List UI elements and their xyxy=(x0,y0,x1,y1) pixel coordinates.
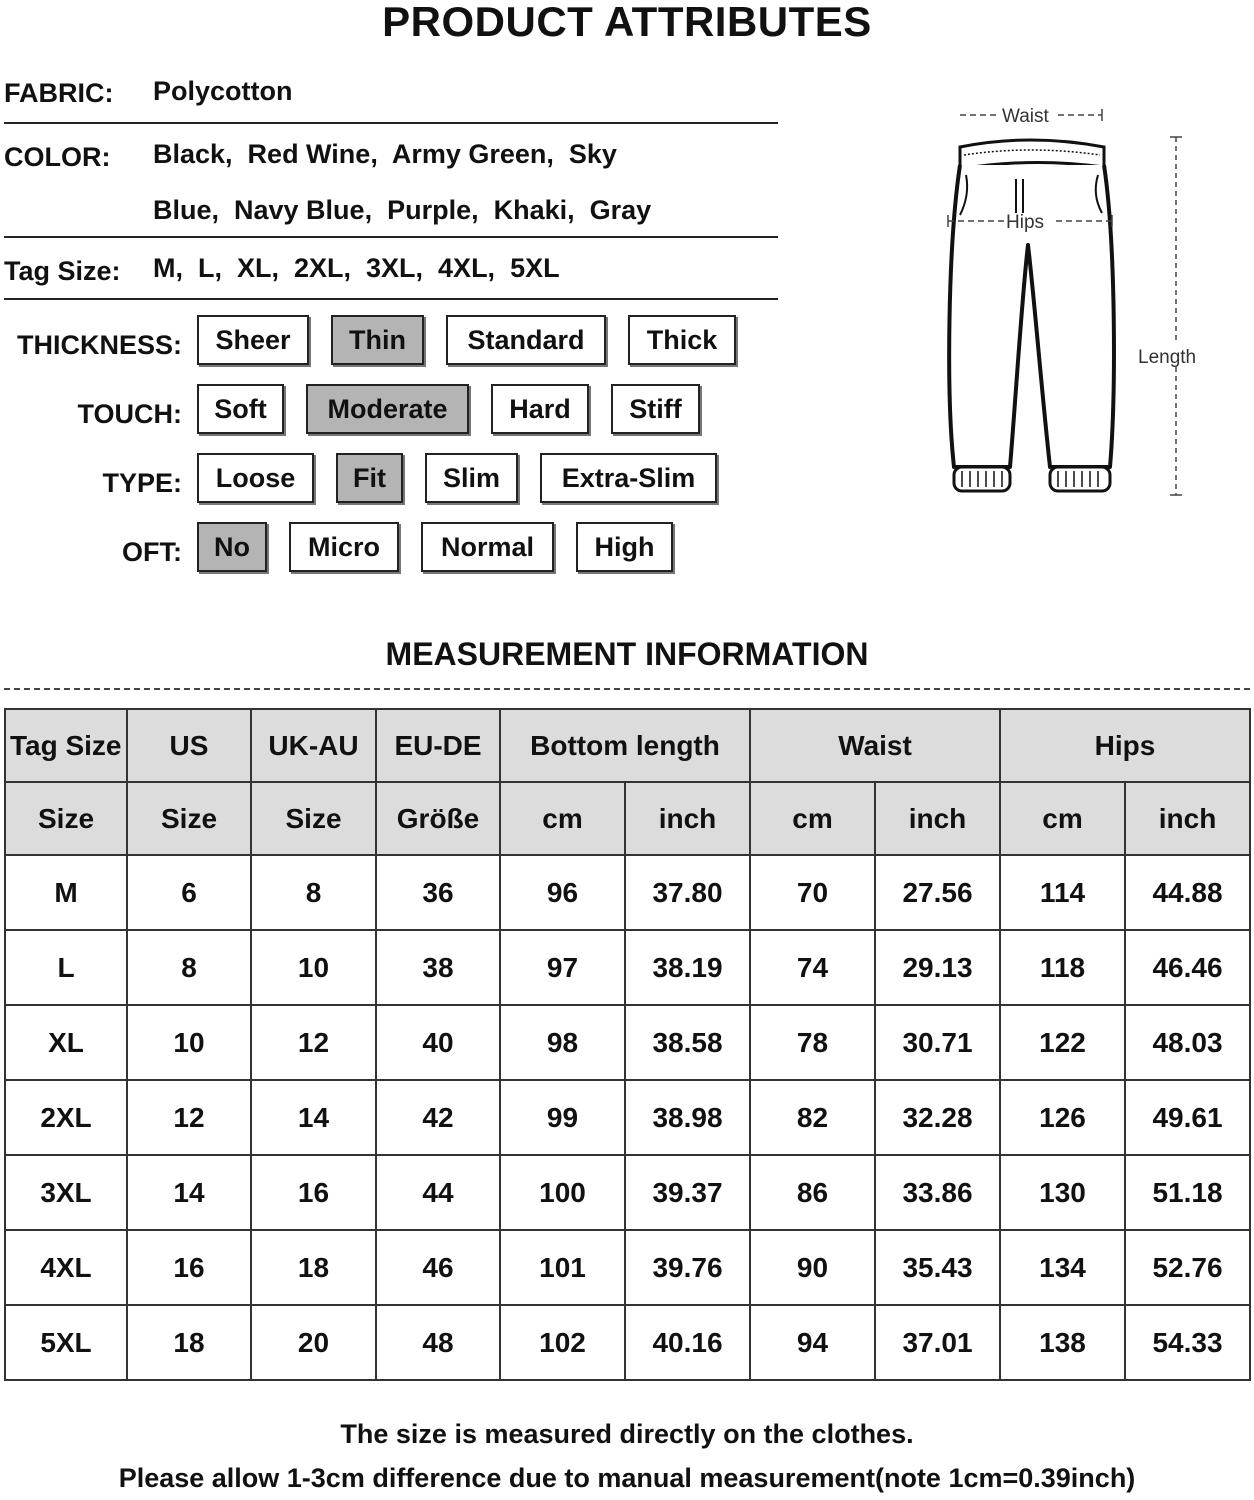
table-row xyxy=(5,1230,1250,1305)
subheader-cell: cm xyxy=(500,782,625,855)
oft-options xyxy=(197,522,673,572)
thickness-option-standard[interactable]: Standard xyxy=(446,315,606,365)
table-cell: 96 xyxy=(500,855,625,930)
subheader-cell: inch xyxy=(625,782,750,855)
table-cell: 12 xyxy=(251,1005,376,1080)
fabric-value: Polycotton xyxy=(153,76,293,106)
table-cell: 29.13 xyxy=(875,930,1000,1005)
table-cell: 36 xyxy=(376,855,500,930)
table-cell: 32.28 xyxy=(875,1080,1000,1155)
touch-option-stiff[interactable]: Stiff xyxy=(611,384,700,434)
table-cell: 18 xyxy=(251,1230,376,1305)
table-cell: 39.37 xyxy=(625,1155,750,1230)
table-cell: 74 xyxy=(750,930,875,1005)
touch-label: TOUCH: xyxy=(77,399,182,429)
header-cell: Waist xyxy=(750,709,1000,782)
table-cell: 49.61 xyxy=(1125,1080,1250,1155)
table-cell: 14 xyxy=(127,1155,251,1230)
touch-option-moderate[interactable]: Moderate xyxy=(306,384,469,434)
type-label: TYPE: xyxy=(102,468,182,498)
table-cell: 102 xyxy=(500,1305,625,1380)
measurement-note-detail: Please allow 1-3cm difference due to manual measurement(note 1cm=0.39inch) xyxy=(118,1463,1136,1493)
thickness-options xyxy=(197,315,736,365)
table-row xyxy=(5,855,1250,930)
color-label: COLOR: xyxy=(4,142,111,172)
table-row xyxy=(5,1005,1250,1080)
table-cell: 20 xyxy=(251,1305,376,1380)
table-cell: 37.80 xyxy=(625,855,750,930)
table-cell: 6 xyxy=(127,855,251,930)
table-cell: 10 xyxy=(127,1005,251,1080)
oft-label: OFT: xyxy=(122,537,182,567)
table-cell: 5XL xyxy=(5,1305,127,1380)
table-cell: 70 xyxy=(750,855,875,930)
length-label: Length xyxy=(1138,347,1197,368)
table-cell: M xyxy=(5,855,127,930)
table-cell: 37.01 xyxy=(875,1305,1000,1380)
touch-options xyxy=(197,384,700,434)
table-cell: 90 xyxy=(750,1230,875,1305)
subheader-cell: inch xyxy=(1125,782,1250,855)
table-cell: 48.03 xyxy=(1125,1005,1250,1080)
table-row xyxy=(5,930,1250,1005)
table-cell: 51.18 xyxy=(1125,1155,1250,1230)
table-cell: 138 xyxy=(1000,1305,1125,1380)
table-cell: L xyxy=(5,930,127,1005)
touch-option-soft[interactable]: Soft xyxy=(197,384,284,434)
waist-label: Waist xyxy=(1002,106,1049,127)
table-cell: 42 xyxy=(376,1080,500,1155)
table-cell: 101 xyxy=(500,1230,625,1305)
color-value-line2: Blue, Navy Blue, Purple, Khaki, Gray xyxy=(153,195,652,225)
oft-option-high[interactable]: High xyxy=(576,522,673,572)
type-option-extra-slim[interactable]: Extra-Slim xyxy=(540,453,717,503)
tag-size-label: Tag Size: xyxy=(4,256,121,286)
table-cell: 44 xyxy=(376,1155,500,1230)
subheader-cell: Size xyxy=(5,782,127,855)
subheader-cell: Size xyxy=(127,782,251,855)
hips-label: Hips xyxy=(1006,212,1045,233)
divider xyxy=(4,122,778,124)
header-cell: Tag Size xyxy=(5,709,127,782)
color-value-line1: Black, Red Wine, Army Green, Sky xyxy=(153,139,617,169)
table-cell: 46 xyxy=(376,1230,500,1305)
table-cell: 30.71 xyxy=(875,1005,1000,1080)
divider xyxy=(4,298,778,300)
measurement-note: The size is measured directly on the clothes. xyxy=(340,1419,914,1449)
table-cell: 39.76 xyxy=(625,1230,750,1305)
thickness-option-sheer[interactable]: Sheer xyxy=(197,315,309,365)
table-cell: 38.19 xyxy=(625,930,750,1005)
thickness-option-thick[interactable]: Thick xyxy=(628,315,736,365)
pants-icon xyxy=(930,95,1230,515)
table-cell: 35.43 xyxy=(875,1230,1000,1305)
table-cell: 48 xyxy=(376,1305,500,1380)
subheader-cell: inch xyxy=(875,782,1000,855)
dashed-divider xyxy=(4,688,1250,690)
table-cell: 78 xyxy=(750,1005,875,1080)
table-cell: 98 xyxy=(500,1005,625,1080)
type-option-fit[interactable]: Fit xyxy=(336,453,403,503)
header-cell: US xyxy=(127,709,251,782)
size-table xyxy=(4,708,1251,1381)
table-cell: 4XL xyxy=(5,1230,127,1305)
table-cell: 12 xyxy=(127,1080,251,1155)
header-cell: Hips xyxy=(1000,709,1250,782)
table-cell: 54.33 xyxy=(1125,1305,1250,1380)
table-cell: 82 xyxy=(750,1080,875,1155)
oft-option-normal[interactable]: Normal xyxy=(421,522,554,572)
table-cell: 86 xyxy=(750,1155,875,1230)
table-cell: 38.58 xyxy=(625,1005,750,1080)
table-cell: 44.88 xyxy=(1125,855,1250,930)
subheader-cell: Size xyxy=(251,782,376,855)
type-option-slim[interactable]: Slim xyxy=(425,453,518,503)
table-cell: 40 xyxy=(376,1005,500,1080)
tag-size-value: M, L, XL, 2XL, 3XL, 4XL, 5XL xyxy=(153,253,560,283)
table-cell: 134 xyxy=(1000,1230,1125,1305)
subheader-cell: cm xyxy=(750,782,875,855)
table-header-row xyxy=(5,709,1250,782)
table-subheader-row xyxy=(5,782,1250,855)
table-cell: 52.76 xyxy=(1125,1230,1250,1305)
table-cell: 100 xyxy=(500,1155,625,1230)
table-cell: 94 xyxy=(750,1305,875,1380)
type-options xyxy=(197,453,717,503)
subheader-cell: Größe xyxy=(376,782,500,855)
table-cell: 114 xyxy=(1000,855,1125,930)
table-cell: 16 xyxy=(127,1230,251,1305)
measurement-title: MEASUREMENT INFORMATION xyxy=(385,636,869,672)
subheader-cell: cm xyxy=(1000,782,1125,855)
oft-option-micro[interactable]: Micro xyxy=(289,522,399,572)
table-cell: 8 xyxy=(251,855,376,930)
divider xyxy=(4,236,778,238)
thickness-option-thin[interactable]: Thin xyxy=(331,315,424,365)
type-option-loose[interactable]: Loose xyxy=(197,453,314,503)
oft-option-no[interactable]: No xyxy=(197,522,267,572)
table-row xyxy=(5,1155,1250,1230)
table-cell: 33.86 xyxy=(875,1155,1000,1230)
table-cell: 118 xyxy=(1000,930,1125,1005)
touch-option-hard[interactable]: Hard xyxy=(491,384,589,434)
page-title: PRODUCT ATTRIBUTES xyxy=(382,0,872,45)
table-cell: XL xyxy=(5,1005,127,1080)
table-cell: 46.46 xyxy=(1125,930,1250,1005)
table-cell: 38 xyxy=(376,930,500,1005)
fabric-label: FABRIC: xyxy=(4,78,114,108)
thickness-label: THICKNESS: xyxy=(16,330,182,360)
table-row xyxy=(5,1305,1250,1380)
table-cell: 99 xyxy=(500,1080,625,1155)
table-cell: 14 xyxy=(251,1080,376,1155)
table-cell: 27.56 xyxy=(875,855,1000,930)
table-cell: 16 xyxy=(251,1155,376,1230)
header-cell: EU-DE xyxy=(376,709,500,782)
table-cell: 130 xyxy=(1000,1155,1125,1230)
header-cell: Bottom length xyxy=(500,709,750,782)
table-cell: 8 xyxy=(127,930,251,1005)
table-cell: 126 xyxy=(1000,1080,1125,1155)
table-cell: 10 xyxy=(251,930,376,1005)
table-cell: 38.98 xyxy=(625,1080,750,1155)
table-cell: 122 xyxy=(1000,1005,1125,1080)
table-cell: 18 xyxy=(127,1305,251,1380)
header-cell: UK-AU xyxy=(251,709,376,782)
table-cell: 2XL xyxy=(5,1080,127,1155)
table-cell: 97 xyxy=(500,930,625,1005)
table-cell: 40.16 xyxy=(625,1305,750,1380)
table-row xyxy=(5,1080,1250,1155)
table-cell: 3XL xyxy=(5,1155,127,1230)
